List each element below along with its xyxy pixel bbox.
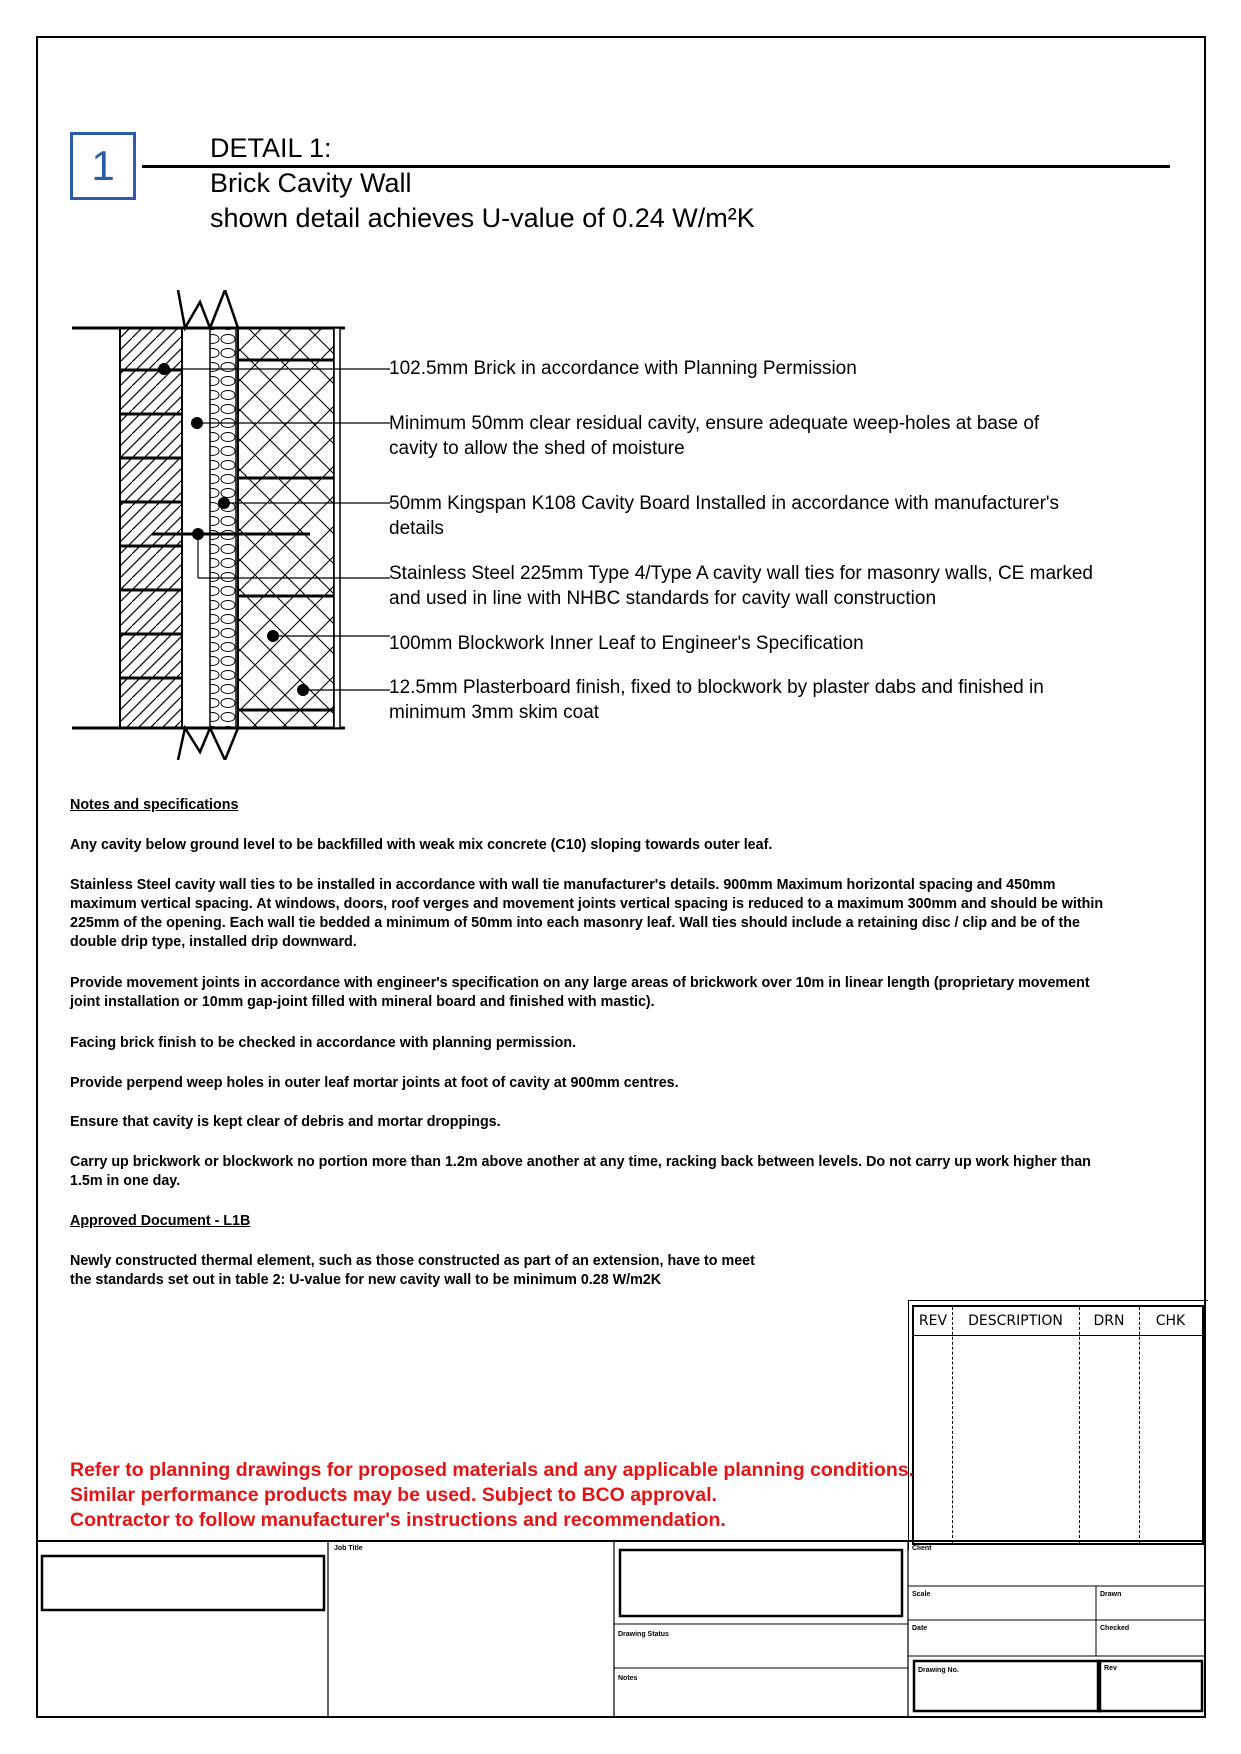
plasterboard	[334, 328, 340, 728]
note-paragraph-4: Facing brick finish to be checked in accordance with planning permission.	[70, 1035, 577, 1051]
wall-section-diagram	[60, 290, 390, 760]
callout-blockwork: 100mm Blockwork Inner Leaf to Engineer's Specification	[389, 633, 864, 654]
notes-heading: Notes and specifications	[70, 797, 239, 813]
drawing-no-label: Drawing No.	[918, 1667, 959, 1674]
warning-line-1: Refer to planning drawings for proposed materials and any applicable planning conditions.	[70, 1459, 915, 1481]
warning-line-2: Similar performance products may be used. Subject to BCO approval.	[70, 1484, 717, 1506]
note-paragraph-2: Stainless Steel cavity wall ties to be installed in accordance with wall tie manufacturer's details. 900mm Maximum horizontal spacing and 450mm maximum vertical spacing. At windows, doors, roof verges and movement joints vertical spacing is reduced to a maximum 300mm and should be within 225mm of the opening. Each wall tie bedded a minimum of 50mm into each masonry leaf. Wall ties should include a retaining disc / clip and be of the double drip type, installed drip downward.	[70, 877, 1104, 950]
callout-wall-ties: Stainless Steel 225mm Type 4/Type A cavity wall ties for masonry walls, CE marked and used in line with NHBC standards for cavity wall construction	[389, 563, 1093, 609]
scale-label: Scale	[912, 1591, 931, 1598]
drawn-label: Drawn	[1100, 1591, 1122, 1598]
cavity-board-insulation	[210, 328, 236, 728]
detail-title: DETAIL 1:	[210, 133, 332, 163]
revision-column-divider	[1139, 1307, 1140, 1543]
note-paragraph-6: Ensure that cavity is kept clear of debris and mortar droppings.	[70, 1114, 501, 1130]
client-label: Client	[912, 1545, 932, 1552]
rev-header: REV	[918, 1313, 948, 1329]
callout-cavity: Minimum 50mm clear residual cavity, ensure adequate weep-holes at base of cavity to allow the shed of moisture	[389, 413, 1040, 459]
callout-plasterboard: 12.5mm Plasterboard finish, fixed to blockwork by plaster dabs and finished in minimum 3mm skim coat	[389, 677, 1044, 723]
callout-cavity-board: 50mm Kingspan K108 Cavity Board Installed in accordance with manufacturer's details	[389, 493, 1060, 539]
note-paragraph-1: Any cavity below ground level to be backfilled with weak mix concrete (C10) sloping towards outer leaf.	[70, 837, 773, 853]
date-label: Date	[912, 1625, 928, 1632]
description-header: DESCRIPTION	[968, 1313, 1063, 1329]
revision-header-rule	[914, 1335, 1202, 1336]
detail-number: 1	[91, 142, 115, 189]
note-paragraph-3: Provide movement joints in accordance with engineer's specification on any large areas of brickwork over 10m in linear length (proprietary movement joint installation or 10mm gap-joint filled with mineral board and finished with mastic).	[70, 975, 1090, 1010]
brick-outer-leaf	[120, 328, 182, 728]
job-title-label: Job Title	[334, 1545, 363, 1552]
detail-u-value: shown detail achieves U-value of 0.24 W/m²K	[210, 203, 755, 233]
note-paragraph-5: Provide perpend weep holes in outer leaf mortar joints at foot of cavity at 900mm centres.	[70, 1075, 679, 1091]
rev-label: Rev	[1104, 1665, 1117, 1672]
title-block	[36, 1540, 1206, 1718]
revision-column-divider	[1079, 1307, 1080, 1543]
checked-label: Checked	[1100, 1625, 1130, 1632]
revision-table	[912, 1305, 1204, 1545]
approved-document-text: Newly constructed thermal element, such as those constructed as part of an extension, have to meet the standards set out in table 2: U-value for new cavity wall to be minimum 0.28 W/m2K	[70, 1253, 755, 1288]
callout-brick: 102.5mm Brick in accordance with Planning Permission	[389, 358, 857, 379]
detail-number-box	[70, 132, 136, 200]
notes-label: Notes	[618, 1675, 638, 1682]
detail-subtitle: Brick Cavity Wall	[210, 168, 412, 198]
approved-document-heading: Approved Document - L1B	[70, 1213, 251, 1229]
drawing-status-label: Drawing Status	[618, 1631, 669, 1638]
warning-line-3: Contractor to follow manufacturer's instructions and recommendation.	[70, 1509, 726, 1531]
blockwork-inner-leaf	[238, 328, 334, 728]
revision-column-divider	[952, 1307, 953, 1543]
drn-header: DRN	[1093, 1313, 1125, 1329]
note-paragraph-7: Carry up brickwork or blockwork no portion more than 1.2m above another at any time, racking back between levels. Do not carry up work higher than 1.5m in one day.	[70, 1154, 1091, 1189]
chk-header: CHK	[1155, 1313, 1186, 1329]
